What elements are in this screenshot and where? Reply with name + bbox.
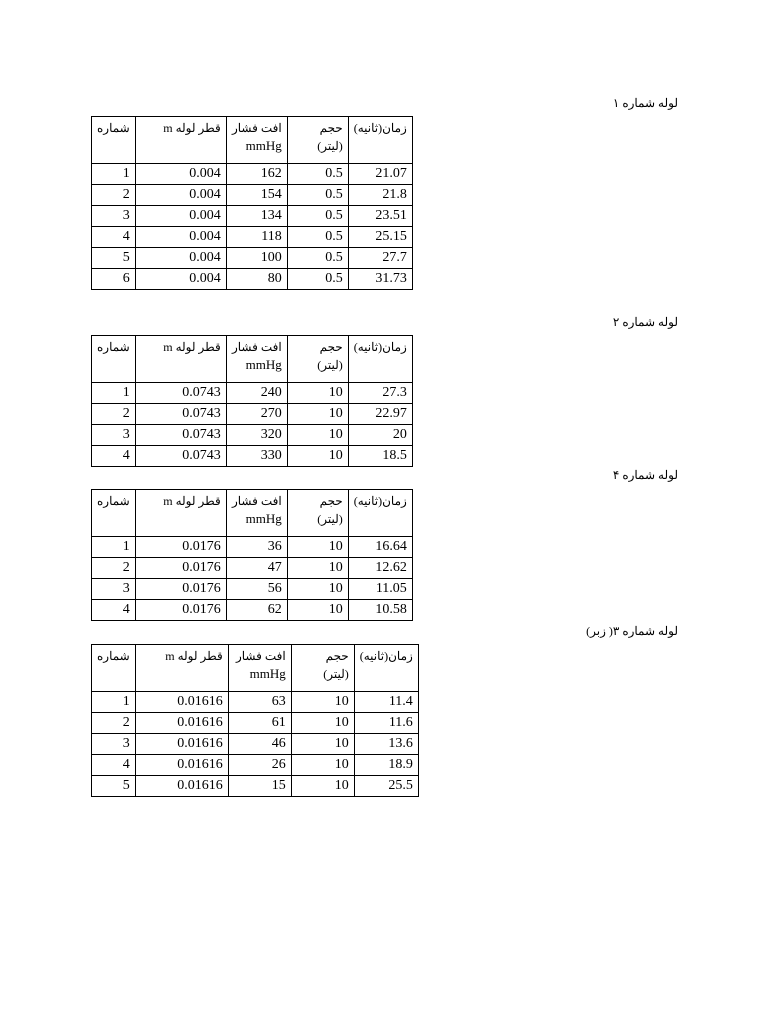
header-number: شماره [92, 336, 136, 383]
table-3-title: لوله شماره ۴ [612, 468, 678, 482]
cell-volume: 10 [287, 446, 348, 467]
cell-number: 4 [92, 446, 136, 467]
cell-diameter: 0.004 [135, 206, 226, 227]
header-volume: حجم (لیتر) [287, 490, 348, 537]
cell-volume: 10 [287, 600, 348, 621]
cell-diameter: 0.01616 [135, 692, 228, 713]
cell-volume: 10 [291, 713, 354, 734]
cell-number: 4 [92, 755, 136, 776]
cell-pressure-drop: 240 [226, 383, 287, 404]
cell-diameter: 0.004 [135, 164, 226, 185]
table-row [92, 404, 413, 425]
header-pressure-drop: افت فشار mmHg [226, 490, 287, 537]
cell-time: 25.5 [354, 776, 418, 797]
cell-number: 2 [92, 713, 136, 734]
cell-diameter: 0.0176 [135, 558, 226, 579]
cell-number: 1 [92, 164, 136, 185]
table-1 [91, 116, 413, 290]
cell-time: 25.15 [348, 227, 412, 248]
table-header-row [92, 117, 413, 164]
cell-time: 11.4 [354, 692, 418, 713]
cell-diameter: 0.004 [135, 185, 226, 206]
header-diameter: قطر لوله m [135, 336, 226, 383]
cell-diameter: 0.0743 [135, 404, 226, 425]
cell-volume: 10 [291, 692, 354, 713]
cell-pressure-drop: 15 [228, 776, 291, 797]
cell-pressure-drop: 320 [226, 425, 287, 446]
table-4 [91, 644, 419, 797]
cell-number: 1 [92, 692, 136, 713]
cell-volume: 0.5 [287, 164, 348, 185]
cell-diameter: 0.0743 [135, 425, 226, 446]
table-row [92, 227, 413, 248]
table-row [92, 579, 413, 600]
cell-time: 10.58 [348, 600, 412, 621]
cell-diameter: 0.004 [135, 269, 226, 290]
cell-number: 1 [92, 383, 136, 404]
cell-pressure-drop: 270 [226, 404, 287, 425]
header-number: شماره [92, 117, 136, 164]
cell-pressure-drop: 56 [226, 579, 287, 600]
cell-number: 2 [92, 404, 136, 425]
header-volume: حجم (لیتر) [287, 336, 348, 383]
cell-diameter: 0.0176 [135, 537, 226, 558]
header-number: شماره [92, 490, 136, 537]
cell-diameter: 0.01616 [135, 776, 228, 797]
cell-time: 18.5 [348, 446, 412, 467]
cell-volume: 0.5 [287, 206, 348, 227]
cell-time: 11.6 [354, 713, 418, 734]
table-3 [91, 489, 413, 621]
table-row [92, 734, 419, 755]
cell-time: 13.6 [354, 734, 418, 755]
cell-volume: 10 [287, 537, 348, 558]
table-row [92, 164, 413, 185]
cell-pressure-drop: 26 [228, 755, 291, 776]
table-row [92, 558, 413, 579]
cell-pressure-drop: 36 [226, 537, 287, 558]
cell-number: 4 [92, 600, 136, 621]
header-volume: حجم (لیتر) [291, 645, 354, 692]
cell-number: 6 [92, 269, 136, 290]
cell-pressure-drop: 80 [226, 269, 287, 290]
table-row [92, 713, 419, 734]
table-row [92, 185, 413, 206]
cell-number: 3 [92, 425, 136, 446]
cell-pressure-drop: 154 [226, 185, 287, 206]
cell-number: 2 [92, 558, 136, 579]
header-number: شماره [92, 645, 136, 692]
table-row [92, 600, 413, 621]
cell-time: 12.62 [348, 558, 412, 579]
cell-volume: 0.5 [287, 248, 348, 269]
header-time: زمان(ثانیه) [348, 117, 412, 164]
table-row [92, 537, 413, 558]
table-row [92, 383, 413, 404]
cell-diameter: 0.0743 [135, 383, 226, 404]
header-volume: حجم (لیتر) [287, 117, 348, 164]
cell-diameter: 0.004 [135, 227, 226, 248]
cell-time: 23.51 [348, 206, 412, 227]
table-row [92, 269, 413, 290]
cell-diameter: 0.01616 [135, 755, 228, 776]
cell-time: 20 [348, 425, 412, 446]
cell-volume: 10 [287, 558, 348, 579]
cell-pressure-drop: 134 [226, 206, 287, 227]
header-time: زمان(ثانیه) [348, 336, 412, 383]
table-header-row [92, 645, 419, 692]
table-1-title: لوله شماره ۱ [612, 96, 678, 110]
cell-diameter: 0.01616 [135, 734, 228, 755]
header-pressure-drop: افت فشار mmHg [228, 645, 291, 692]
header-diameter: قطر لوله m [135, 117, 226, 164]
cell-volume: 10 [287, 425, 348, 446]
cell-pressure-drop: 63 [228, 692, 291, 713]
cell-volume: 10 [291, 776, 354, 797]
cell-number: 1 [92, 537, 136, 558]
header-diameter: قطر لوله m [135, 490, 226, 537]
table-row [92, 206, 413, 227]
cell-pressure-drop: 100 [226, 248, 287, 269]
table-row [92, 425, 413, 446]
table-2-title: لوله شماره ۲ [612, 315, 678, 329]
cell-diameter: 0.01616 [135, 713, 228, 734]
table-row [92, 755, 419, 776]
cell-volume: 10 [291, 734, 354, 755]
cell-volume: 0.5 [287, 185, 348, 206]
cell-number: 3 [92, 734, 136, 755]
table-header-row [92, 490, 413, 537]
cell-diameter: 0.0176 [135, 600, 226, 621]
cell-pressure-drop: 162 [226, 164, 287, 185]
cell-number: 2 [92, 185, 136, 206]
table-row [92, 776, 419, 797]
cell-pressure-drop: 62 [226, 600, 287, 621]
header-time: زمان(ثانیه) [354, 645, 418, 692]
cell-volume: 0.5 [287, 269, 348, 290]
header-pressure-drop: افت فشار mmHg [226, 117, 287, 164]
cell-pressure-drop: 47 [226, 558, 287, 579]
header-pressure-drop: افت فشار mmHg [226, 336, 287, 383]
cell-number: 5 [92, 248, 136, 269]
cell-number: 5 [92, 776, 136, 797]
cell-time: 22.97 [348, 404, 412, 425]
cell-diameter: 0.004 [135, 248, 226, 269]
cell-time: 27.7 [348, 248, 412, 269]
cell-time: 16.64 [348, 537, 412, 558]
table-2 [91, 335, 413, 467]
cell-time: 18.9 [354, 755, 418, 776]
table-row [92, 248, 413, 269]
table-row [92, 446, 413, 467]
table-4-title: لوله شماره ۳( زبر) [586, 624, 678, 638]
cell-diameter: 0.0176 [135, 579, 226, 600]
cell-time: 11.05 [348, 579, 412, 600]
cell-pressure-drop: 61 [228, 713, 291, 734]
cell-number: 3 [92, 206, 136, 227]
cell-pressure-drop: 46 [228, 734, 291, 755]
cell-number: 4 [92, 227, 136, 248]
cell-diameter: 0.0743 [135, 446, 226, 467]
table-header-row [92, 336, 413, 383]
cell-volume: 10 [287, 383, 348, 404]
cell-volume: 10 [291, 755, 354, 776]
header-time: زمان(ثانیه) [348, 490, 412, 537]
header-diameter: قطر لوله m [135, 645, 228, 692]
cell-pressure-drop: 330 [226, 446, 287, 467]
cell-time: 21.8 [348, 185, 412, 206]
cell-time: 31.73 [348, 269, 412, 290]
cell-pressure-drop: 118 [226, 227, 287, 248]
cell-time: 21.07 [348, 164, 412, 185]
cell-volume: 10 [287, 579, 348, 600]
cell-volume: 0.5 [287, 227, 348, 248]
cell-time: 27.3 [348, 383, 412, 404]
table-row [92, 692, 419, 713]
cell-volume: 10 [287, 404, 348, 425]
cell-number: 3 [92, 579, 136, 600]
